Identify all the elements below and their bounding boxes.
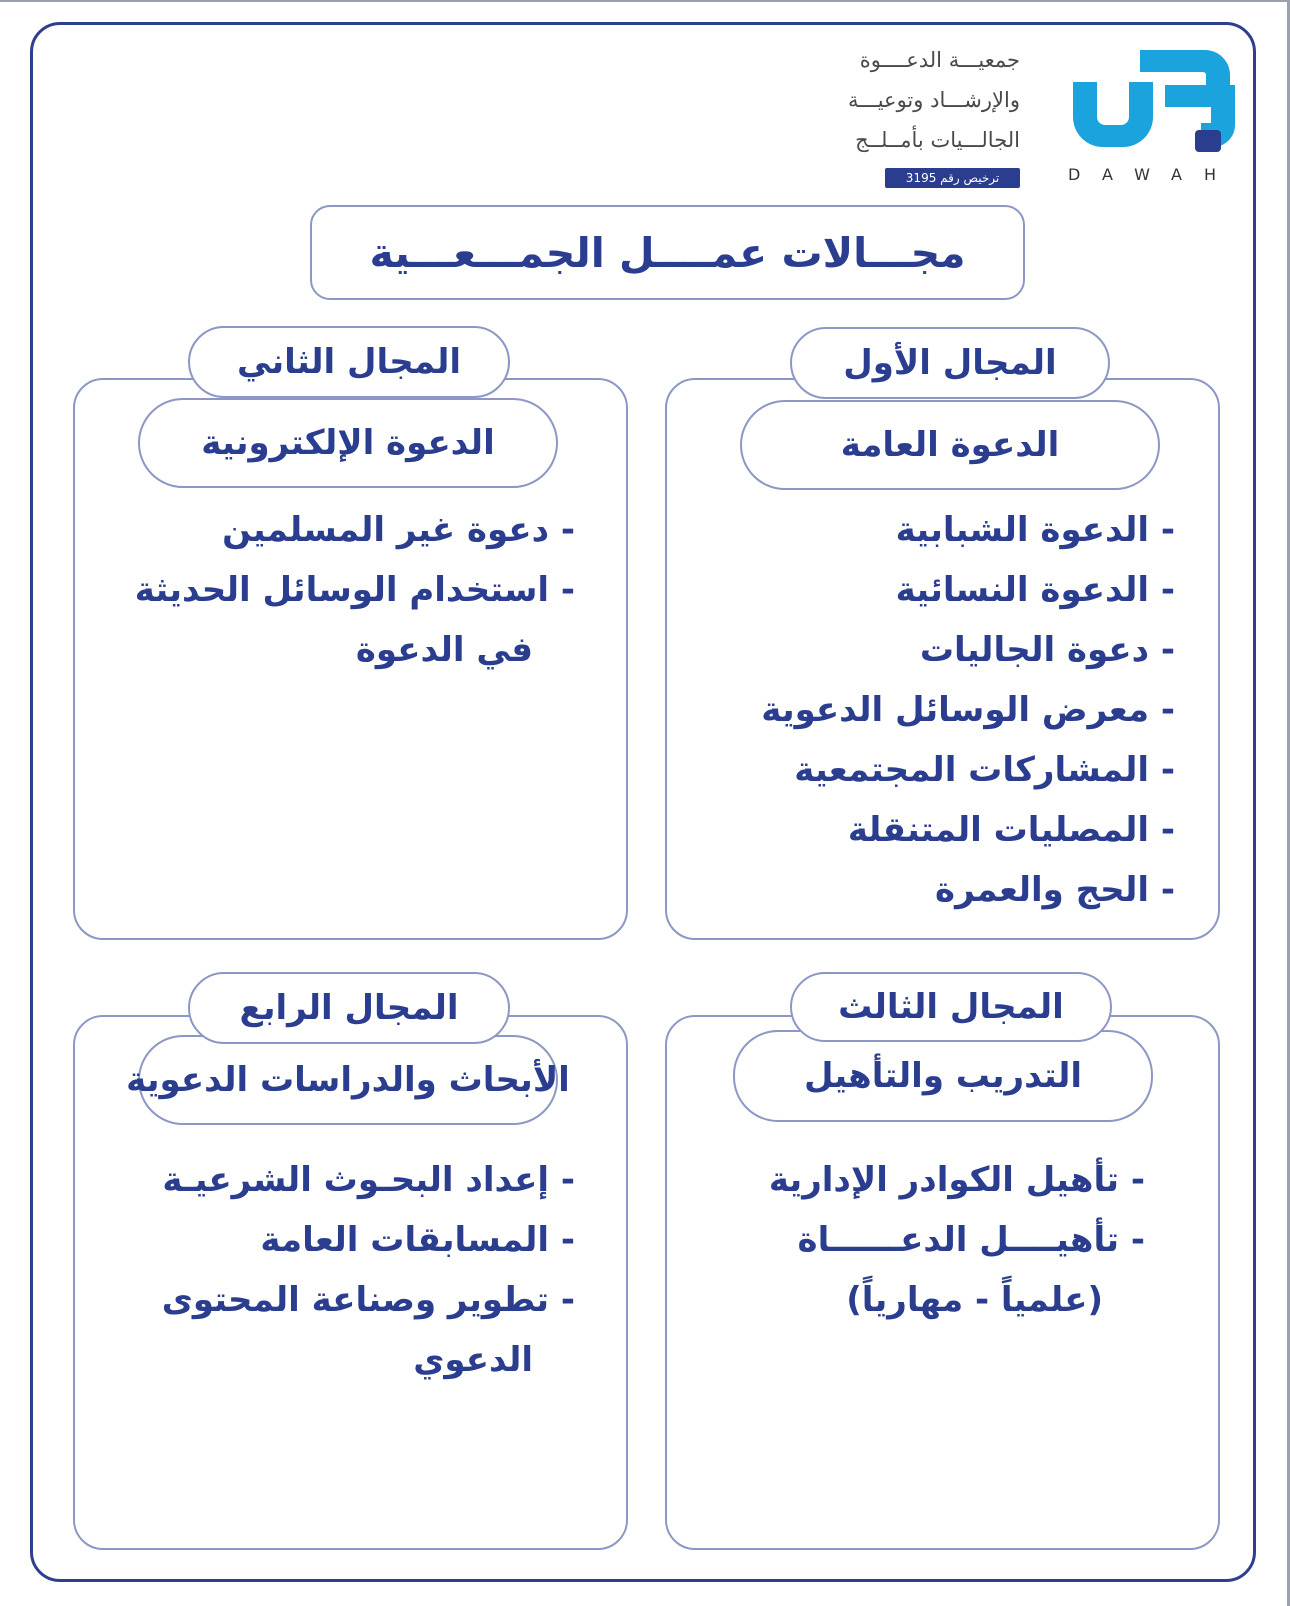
field-2-name: الدعوة الإلكترونية: [138, 398, 558, 488]
list-item: [55, 560, 575, 680]
list-item: - معرض الوسائل الدعوية: [761, 690, 1175, 730]
license-badge: ترخيص رقم 3195: [885, 168, 1020, 188]
list-item: - المصليات المتنقلة: [847, 810, 1175, 850]
list-item-continuation: في الدعوة: [355, 630, 533, 670]
field-4-label: المجال الرابع: [188, 972, 510, 1044]
field-2-items: [55, 500, 575, 680]
list-item: - المسابقات العامة: [260, 1220, 575, 1260]
page-title: مجـــالات عمــــل الجمـــعـــية: [310, 205, 1025, 300]
list-item-text: - تطوير وصناعة المحتوى: [161, 1280, 575, 1320]
list-item: - الدعوة النسائية: [895, 570, 1175, 610]
list-item-text: - استخدام الوسائل الحديثة: [134, 570, 575, 610]
org-name-line-3: الجالـــيات بأمــلــج: [855, 128, 1020, 152]
logo: [850, 40, 1250, 190]
list-item: [645, 1210, 1145, 1330]
field-1-label: المجال الأول: [790, 327, 1110, 399]
field-1-items: [675, 500, 1175, 920]
org-name-line-2: والإرشـــاد وتوعيـــة: [848, 88, 1020, 112]
field-4-name: الأبحاث والدراسات الدعوية: [138, 1035, 558, 1125]
brand-name: DAWAH: [1068, 165, 1239, 184]
list-item: - تأهيل الكوادر الإدارية: [768, 1160, 1145, 1200]
dawah-logo-icon: [1065, 40, 1245, 160]
list-item: - الحج والعمرة: [935, 870, 1175, 910]
list-item: - دعوة الجاليات: [919, 630, 1175, 670]
list-item: - المشاركات المجتمعية: [794, 750, 1175, 790]
org-name: [820, 40, 1020, 160]
field-4-items: [55, 1150, 575, 1390]
list-item: - الدعوة الشبابية: [895, 510, 1175, 550]
top-edge: [0, 0, 1290, 2]
field-3-items: [645, 1150, 1145, 1330]
field-3-name: التدريب والتأهيل: [733, 1030, 1153, 1122]
list-item: - إعداد البحـوث الشرعيـة: [162, 1160, 575, 1200]
list-item-text: - تأهيــــل الدعــــــاة: [797, 1220, 1145, 1260]
org-name-line-1: جمعيـــة الدعــــوة: [859, 48, 1020, 72]
list-item: [55, 1270, 575, 1390]
field-1-name: الدعوة العامة: [740, 400, 1160, 490]
list-item: - دعوة غير المسلمين: [222, 510, 575, 550]
field-3-label: المجال الثالث: [790, 972, 1112, 1042]
field-2-label: المجال الثاني: [188, 326, 510, 398]
list-item-continuation: الدعوي: [413, 1340, 533, 1380]
list-item-continuation: (علمياً - مهارياً): [846, 1280, 1103, 1320]
